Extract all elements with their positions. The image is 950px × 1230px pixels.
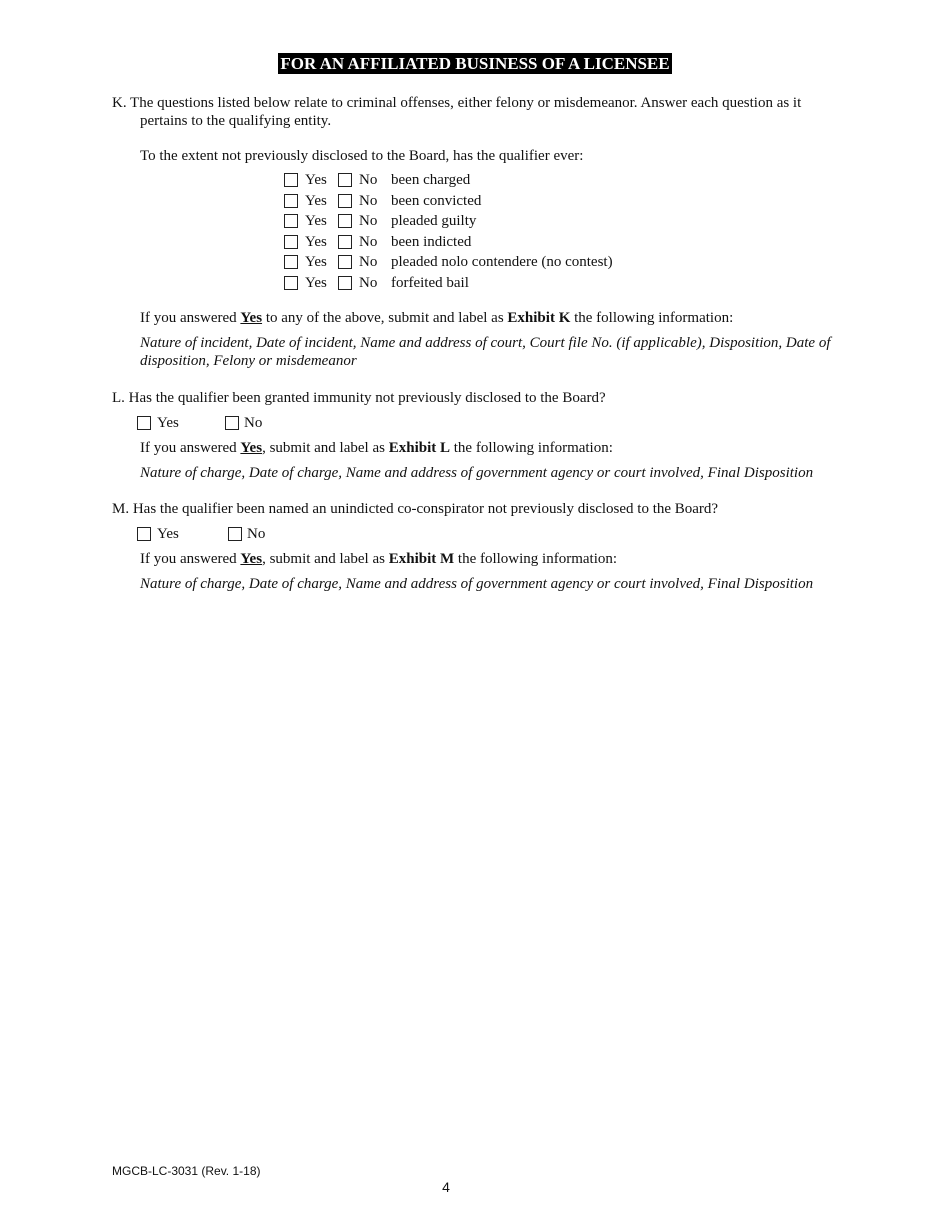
yes-label: Yes — [157, 415, 179, 431]
l-no-checkbox[interactable] — [225, 416, 239, 430]
yes-label: Yes — [305, 275, 327, 291]
k-item-label: been indicted — [391, 234, 472, 250]
instr-text: the following information: — [570, 310, 734, 326]
k-charged-no-checkbox[interactable] — [338, 173, 352, 187]
yes-label: Yes — [157, 526, 179, 542]
no-label: No — [247, 526, 266, 542]
page-header — [0, 55, 950, 74]
section-k-question — [112, 94, 842, 130]
section-m-text: M. Has the qualifier been named an unindicted co-conspirator not previously disclosed to the Board? — [112, 501, 719, 517]
exhibit-m-label: Exhibit M — [388, 551, 455, 567]
exhibit-k-label: Exhibit K — [507, 310, 571, 326]
k-nolo-no-checkbox[interactable] — [338, 255, 352, 269]
m-yes-checkbox[interactable] — [137, 527, 151, 541]
k-convicted-no-checkbox[interactable] — [338, 194, 352, 208]
no-label: No — [359, 213, 378, 229]
section-k-details: Nature of incident, Date of incident, Name and address of court, Court file No. (if applicable), Disposition, Date of disposition, Felony or misdemeanor — [140, 335, 831, 369]
section-m-instructions — [140, 550, 840, 568]
k-indicted-yes-checkbox[interactable] — [284, 235, 298, 249]
k-indicted-no-checkbox[interactable] — [338, 235, 352, 249]
k-item-label: been charged — [391, 172, 471, 188]
instr-text: the following information: — [454, 551, 618, 567]
l-yes-checkbox[interactable] — [137, 416, 151, 430]
instr-text: , submit and label as — [262, 440, 389, 456]
k-item-label: forfeited bail — [391, 275, 469, 291]
yes-label: Yes — [305, 172, 327, 188]
instr-text: to any of the above, submit and label as — [262, 310, 508, 326]
no-label: No — [359, 193, 378, 209]
m-no-checkbox[interactable] — [228, 527, 242, 541]
k-nolo-yes-checkbox[interactable] — [284, 255, 298, 269]
section-k-instructions — [140, 309, 840, 327]
k-item-label: been convicted — [391, 193, 482, 209]
section-l-details: Nature of charge, Date of charge, Name and address of government agency or court involved, Final Disposition — [140, 465, 814, 481]
no-label: No — [244, 415, 263, 431]
no-label: No — [359, 254, 378, 270]
no-label: No — [359, 172, 378, 188]
k-bail-no-checkbox[interactable] — [338, 276, 352, 290]
instr-text: If you answered — [140, 551, 241, 567]
exhibit-l-label: Exhibit L — [388, 440, 450, 456]
section-m-details: Nature of charge, Date of charge, Name and address of government agency or court involved, Final Disposition — [140, 576, 814, 592]
page-number: 4 — [442, 1179, 450, 1195]
instr-text: If you answered — [140, 310, 241, 326]
page-title: FOR AN AFFILIATED BUSINESS OF A LICENSEE — [280, 54, 670, 73]
instr-yes-emphasis: Yes — [240, 440, 263, 456]
instr-text: the following information: — [450, 440, 613, 456]
yes-label: Yes — [305, 213, 327, 229]
k-convicted-yes-checkbox[interactable] — [284, 194, 298, 208]
instr-text: , submit and label as — [262, 551, 389, 567]
instr-text: If you answered — [140, 440, 241, 456]
k-guilty-yes-checkbox[interactable] — [284, 214, 298, 228]
yes-label: Yes — [305, 193, 327, 209]
form-code: MGCB-LC-3031 (Rev. 1-18) — [112, 1164, 261, 1178]
yes-label: Yes — [305, 254, 327, 270]
yes-label: Yes — [305, 234, 327, 250]
section-m-question — [112, 500, 842, 518]
instr-yes-emphasis: Yes — [240, 551, 263, 567]
no-label: No — [359, 234, 378, 250]
no-label: No — [359, 275, 378, 291]
k-item-label: pleaded guilty — [391, 213, 477, 229]
k-item-label: pleaded nolo contendere (no contest) — [391, 254, 613, 270]
section-l-instructions — [140, 439, 840, 457]
k-bail-yes-checkbox[interactable] — [284, 276, 298, 290]
section-k-lead: To the extent not previously disclosed to the Board, has the qualifier ever: — [140, 148, 584, 164]
section-l-text: L. Has the qualifier been granted immunity not previously disclosed to the Board? — [112, 390, 606, 406]
k-charged-yes-checkbox[interactable] — [284, 173, 298, 187]
instr-yes-emphasis: Yes — [240, 310, 263, 326]
section-k-text: K. The questions listed below relate to criminal offenses, either felony or misdemeanor. Answer each question as it pertains to the qualifying entity. — [112, 95, 802, 129]
k-guilty-no-checkbox[interactable] — [338, 214, 352, 228]
section-l-question — [112, 389, 842, 407]
